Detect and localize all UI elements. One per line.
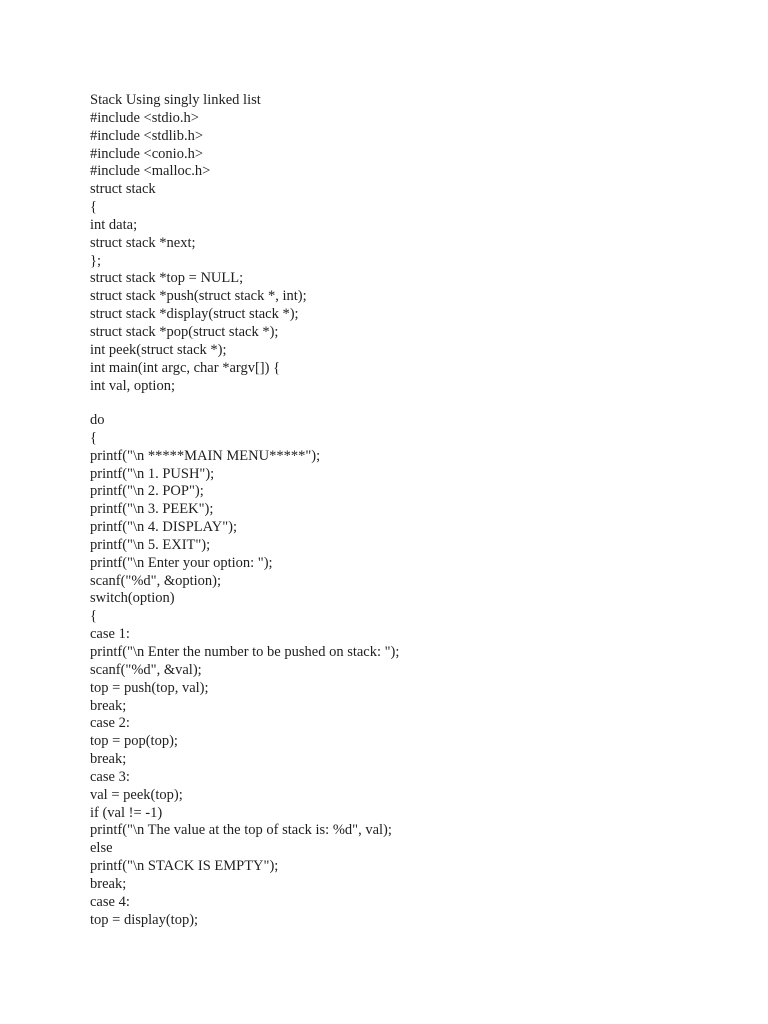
code-line: top = pop(top); [90, 733, 178, 750]
code-line: { [90, 199, 97, 216]
code-line: }; [90, 252, 101, 269]
code-line: printf("\n Enter your option: "); [90, 554, 273, 571]
code-line: case 1: [90, 626, 130, 643]
code-line: int data; [90, 216, 138, 233]
code-line: if (val != -1) [90, 804, 163, 821]
code-line: printf("\n Enter the number to be pushed on stack: "); [90, 643, 400, 660]
code-line: printf("\n 5. EXIT"); [90, 536, 211, 553]
code-line: #include <stdio.h> [90, 109, 199, 126]
code-line: case 4: [90, 893, 130, 910]
code-line: scanf("%d", &option); [90, 572, 222, 589]
code-line: { [90, 429, 97, 446]
code-line: int val, option; [90, 377, 175, 394]
code-line: printf("\n STACK IS EMPTY"); [90, 858, 279, 875]
code-line: top = push(top, val); [90, 679, 209, 696]
code-line: #include <stdlib.h> [90, 127, 204, 144]
code-line: printf("\n 1. PUSH"); [90, 465, 215, 482]
code-block-main-menu [90, 412, 730, 929]
code-line: #include <conio.h> [90, 145, 203, 162]
code-line: case 3: [90, 768, 130, 785]
code-line: printf("\n *****MAIN MENU*****"); [90, 447, 321, 464]
code-line: val = peek(top); [90, 786, 183, 803]
code-line: #include <malloc.h> [90, 163, 211, 180]
code-line: struct stack *next; [90, 234, 196, 251]
code-line: break; [90, 697, 127, 714]
code-line: case 2: [90, 715, 130, 732]
code-line: scanf("%d", &val); [90, 661, 202, 678]
code-line: struct stack *push(struct stack *, int); [90, 288, 307, 305]
code-line: printf("\n 4. DISPLAY"); [90, 519, 238, 536]
document-title: Stack Using singly linked list [90, 92, 261, 108]
code-line: int peek(struct stack *); [90, 341, 227, 358]
code-line: else [90, 840, 113, 857]
code-line: top = display(top); [90, 911, 199, 928]
code-line: struct stack [90, 181, 156, 198]
code-line: printf("\n The value at the top of stack is: %d", val); [90, 822, 392, 839]
code-block-declarations [90, 92, 730, 395]
code-line: switch(option) [90, 590, 175, 607]
code-line: break; [90, 751, 127, 768]
code-line: printf("\n 3. PEEK"); [90, 501, 214, 518]
code-line: struct stack *display(struct stack *); [90, 306, 299, 323]
code-line: do [90, 412, 105, 428]
code-line: struct stack *top = NULL; [90, 270, 244, 287]
code-line: break; [90, 875, 127, 892]
code-line: struct stack *pop(struct stack *); [90, 323, 279, 340]
code-line: printf("\n 2. POP"); [90, 483, 204, 500]
code-line: { [90, 608, 97, 625]
code-line: int main(int argc, char *argv[]) { [90, 359, 281, 376]
